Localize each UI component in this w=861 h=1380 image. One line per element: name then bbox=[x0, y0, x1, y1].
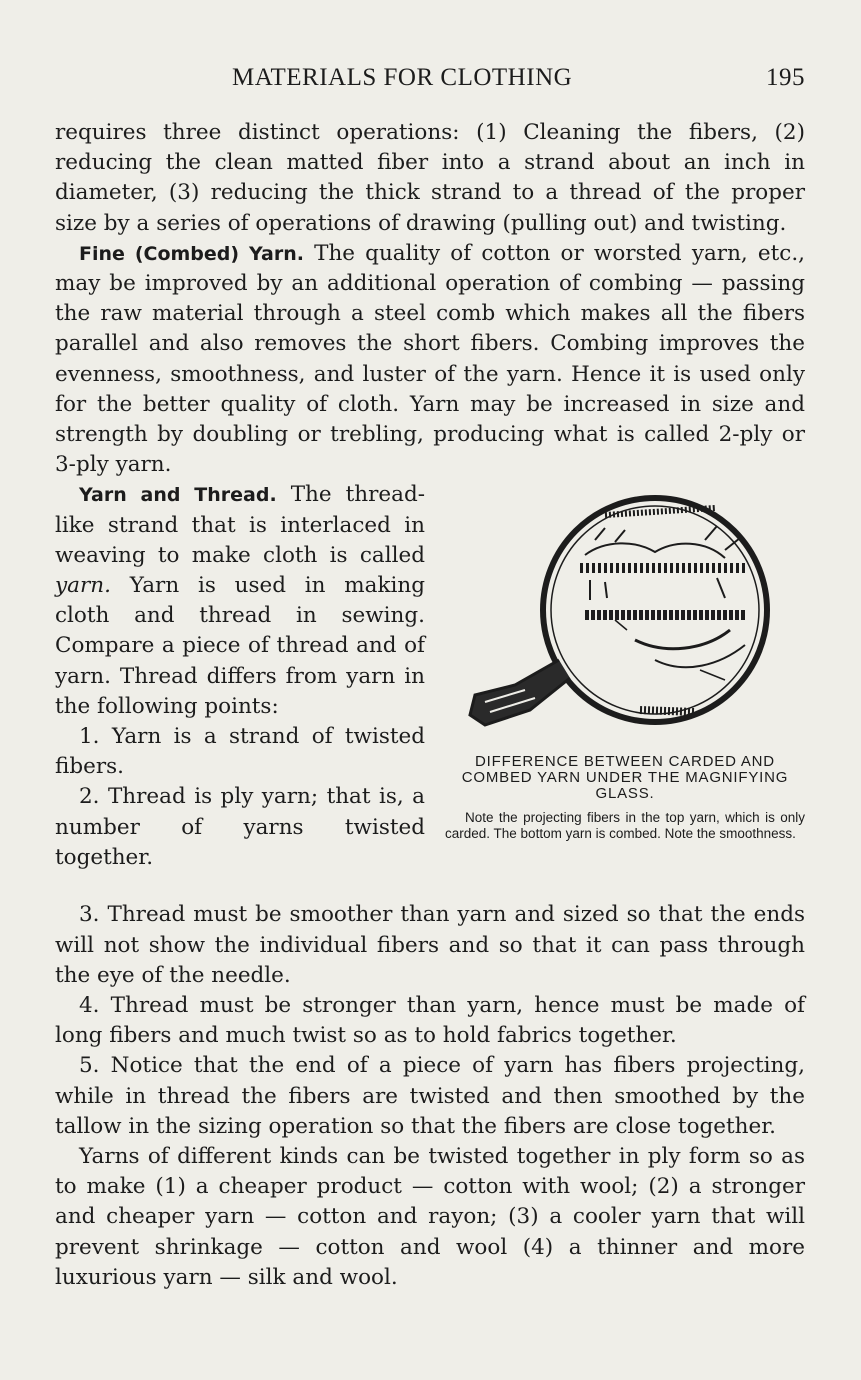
page-number: 195 bbox=[766, 64, 805, 91]
running-title: MATERIALS FOR CLOTHING bbox=[232, 64, 573, 91]
paragraph-combed-yarn bbox=[55, 239, 805, 481]
wrapped-section bbox=[55, 480, 805, 900]
list-item-4: 4. Thread must be stronger than yarn, hence must be made of long fibers and much twist so as to hold fabrics together. bbox=[55, 993, 805, 1049]
term-yarn: yarn. bbox=[55, 573, 111, 599]
paragraph-yarn-thread-text-b: Yarn is used in making cloth and thread in sewing. Compare a piece of thread and of yarn. Thread differs from yarn in the following points: bbox=[55, 573, 425, 719]
paragraph-yarn-thread-text-a: The thread-like strand that is interlaced in weaving to make cloth is called bbox=[55, 482, 425, 568]
list-item-2: 2. Thread is ply yarn; that is, a number of yarns twisted together. bbox=[55, 784, 425, 870]
running-header bbox=[55, 60, 805, 100]
figure-caption-body: Note the projecting fibers in the top yarn, which is only carded. The bottom yarn is combed. Note the smoothness. bbox=[445, 810, 805, 842]
magnifying-glass-illustration bbox=[455, 480, 775, 750]
figure-magnifying-glass bbox=[445, 480, 805, 842]
page bbox=[55, 60, 805, 1293]
paragraph-ply-yarns: Yarns of different kinds can be twisted together in ply form so as to make (1) a cheaper product — cotton with wool; (2) a stronger and cheaper yarn — cotton and rayon; (3) a cooler yarn that will prevent shrinkage — cotton and wool (4) a thinner and more luxurious yarn — silk and wool. bbox=[55, 1144, 805, 1290]
list-item-5: 5. Notice that the end of a piece of yarn has fibers projecting, while in thread the fibers are twisted and then smoothed by the tallow in the sizing operation so that the fibers are close together. bbox=[55, 1053, 805, 1139]
yarn-thread-column bbox=[55, 480, 425, 873]
heading-combed-yarn: Fine (Combed) Yarn. bbox=[79, 242, 304, 265]
paragraph-yarn-thread bbox=[55, 480, 425, 722]
list-item-1: 1. Yarn is a strand of twisted fibers. bbox=[55, 724, 425, 780]
figure-caption-title: DIFFERENCE BETWEEN CARDED AND COMBED YARN UNDER THE MAGNIFYING GLASS. bbox=[461, 753, 789, 803]
list-item-3: 3. Thread must be smoother than yarn and sized so that the ends will not show the individual fibers and so that it can pass through the eye of the needle. bbox=[55, 902, 805, 988]
paragraph-operations: requires three distinct operations: (1) Cleaning the fibers, (2) reducing the clean matted fiber into a strand about an inch in diameter, (3) reducing the thick strand to a thread of the proper size by a series of operations of drawing (pulling out) and twisting. bbox=[55, 120, 805, 236]
heading-yarn-thread: Yarn and Thread. bbox=[79, 484, 277, 507]
paragraph-combed-yarn-text: The quality of cotton or worsted yarn, etc., may be improved by an additional operation of combing — passing the raw material through a steel comb which makes all the fibers parallel and also removes the short fibers. Combing improves the evenness, smoothness, and luster of the yarn. Hence it is used only for the better quality of cloth. Yarn may be increased in size and strength by doubling or trebling, producing what is called 2-ply or 3-ply yarn. bbox=[55, 240, 805, 478]
